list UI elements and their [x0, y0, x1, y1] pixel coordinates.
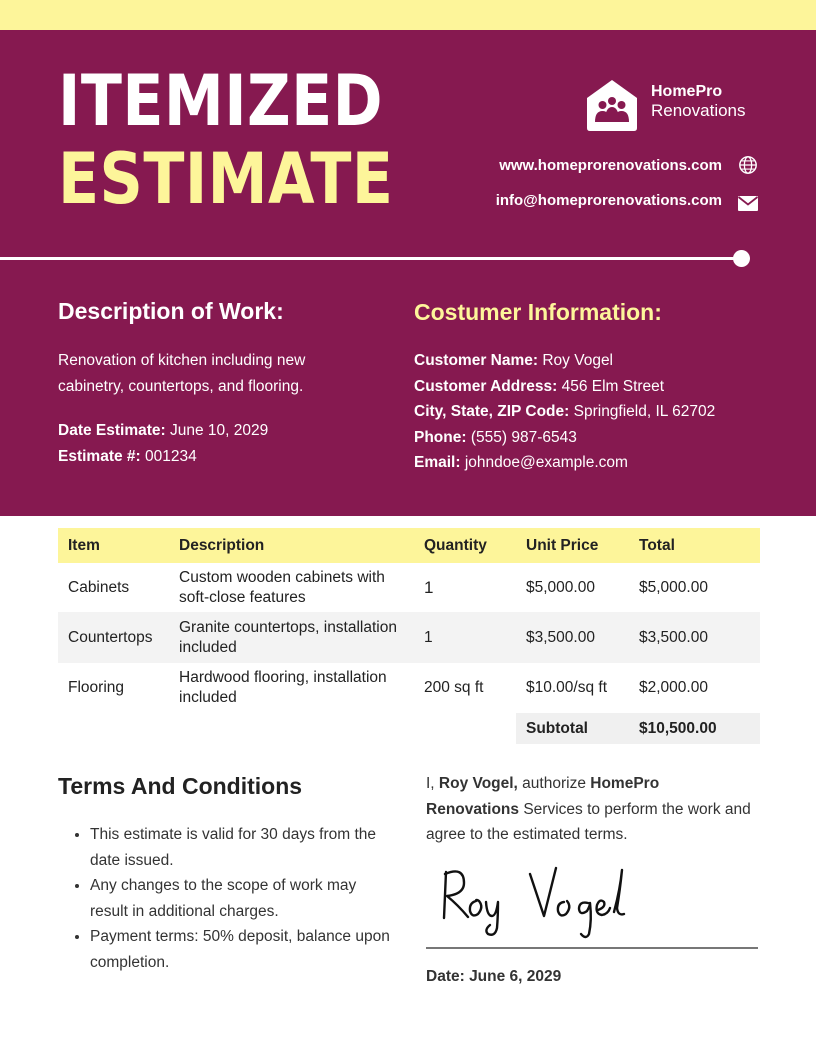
company-name: HomePro	[651, 83, 723, 100]
globe-icon	[737, 155, 759, 175]
customer-field-label: Customer Address:	[414, 377, 558, 395]
header-divider	[0, 257, 740, 260]
work-description: Renovation of kitchen including new cabinetry, countertops, and flooring.	[58, 352, 306, 395]
total-cell: $5,000.00	[639, 578, 708, 596]
customer-field-label: Customer Name:	[414, 352, 539, 369]
customer-field	[414, 425, 774, 451]
terms-list	[58, 822, 390, 975]
item-cell: Cabinets	[68, 578, 130, 596]
customer-field-label: City, State, ZIP Code:	[414, 403, 570, 420]
estimate-details	[58, 418, 378, 469]
table-row	[58, 563, 760, 612]
subtotal-label: Subtotal	[516, 713, 629, 744]
auth-prefix: I,	[426, 775, 439, 792]
auth-company: HomePro Renovations	[426, 775, 660, 818]
signature-line	[426, 947, 758, 949]
envelope-icon	[737, 193, 759, 213]
item-cell: Flooring	[68, 679, 124, 696]
company-subtitle: Renovations	[651, 101, 746, 120]
authorization-statement	[426, 771, 756, 848]
terms-item: • Any changes to the scope of work may result in additional charges.	[90, 873, 390, 924]
customer-field	[414, 374, 774, 400]
divider-dot	[733, 250, 750, 267]
company-logo	[585, 78, 755, 132]
quantity-cell: 200 sq ft	[424, 679, 484, 696]
customer-field-value: 456 Elm Street	[561, 377, 665, 395]
terms-item: • Payment terms: 50% deposit, balance upon completion.	[90, 924, 390, 975]
estimate-number-label: Estimate #:	[58, 447, 141, 465]
unit-price-cell: $5,000.00	[526, 578, 595, 596]
description-cell: Granite countertops, installation included	[169, 612, 414, 663]
date-estimate-row	[58, 418, 378, 444]
customer-field-value: johndoe@example.com	[464, 454, 628, 471]
description-cell: Custom wooden cabinets with soft-close features	[179, 568, 385, 606]
table-row	[58, 612, 760, 663]
unit-price-cell: $10.00/sq ft	[526, 679, 608, 696]
customer-info	[414, 348, 774, 476]
estimate-number-value: 001234	[145, 447, 197, 465]
estimate-number-row	[58, 444, 378, 470]
house-icon	[585, 78, 639, 132]
customer-field-value: Roy Vogel	[542, 352, 614, 369]
column-header: Quantity	[414, 528, 516, 563]
top-accent-strip	[0, 0, 816, 30]
document-title-line2: ESTIMATE	[58, 138, 394, 220]
customer-field-label: Phone:	[414, 428, 467, 446]
customer-field	[414, 450, 774, 476]
customer-field-value: (555) 987-6543	[470, 428, 577, 446]
work-section-title: Description of Work:	[58, 298, 284, 324]
customer-section-title: Costumer Information:	[414, 299, 662, 325]
table-header-row	[58, 528, 760, 563]
column-header: Description	[169, 528, 414, 563]
terms-item: • This estimate is valid for 30 days from the date issued.	[90, 822, 390, 873]
customer-field-value: Springfield, IL 62702	[573, 403, 716, 420]
subtotal-row	[58, 713, 760, 744]
customer-signature	[432, 850, 652, 950]
table-row	[58, 663, 760, 713]
column-header: Unit Price	[516, 528, 629, 563]
auth-middle: authorize	[517, 775, 591, 792]
customer-field	[414, 399, 774, 425]
customer-field-label: Email:	[414, 454, 461, 471]
quantity-cell: 1	[414, 612, 516, 663]
total-cell: $2,000.00	[639, 679, 708, 696]
date-estimate-value: June 10, 2029	[170, 422, 269, 439]
quantity-cell: 1	[424, 577, 434, 597]
item-cell: Countertops	[58, 612, 169, 663]
company-email: info@homeprorenovations.com	[495, 192, 722, 209]
column-header: Total	[629, 528, 760, 563]
total-cell: $3,500.00	[629, 612, 760, 663]
terms-title: Terms And Conditions	[58, 773, 303, 799]
description-cell: Hardwood flooring, installation included	[179, 669, 387, 706]
signature-date: Date: June 6, 2029	[426, 968, 562, 985]
auth-customer: Roy Vogel,	[438, 775, 518, 792]
subtotal-value: $10,500.00	[629, 713, 760, 744]
document-title-line1: ITEMIZED	[58, 60, 384, 142]
company-website: www.homeprorenovations.com	[499, 157, 722, 174]
customer-field	[414, 348, 774, 374]
date-estimate-label: Date Estimate:	[58, 422, 166, 439]
items-table	[58, 528, 760, 744]
unit-price-cell: $3,500.00	[516, 612, 629, 663]
column-header: Item	[58, 528, 169, 563]
auth-suffix: Services to perform the work and agree to the estimated terms.	[426, 800, 751, 843]
